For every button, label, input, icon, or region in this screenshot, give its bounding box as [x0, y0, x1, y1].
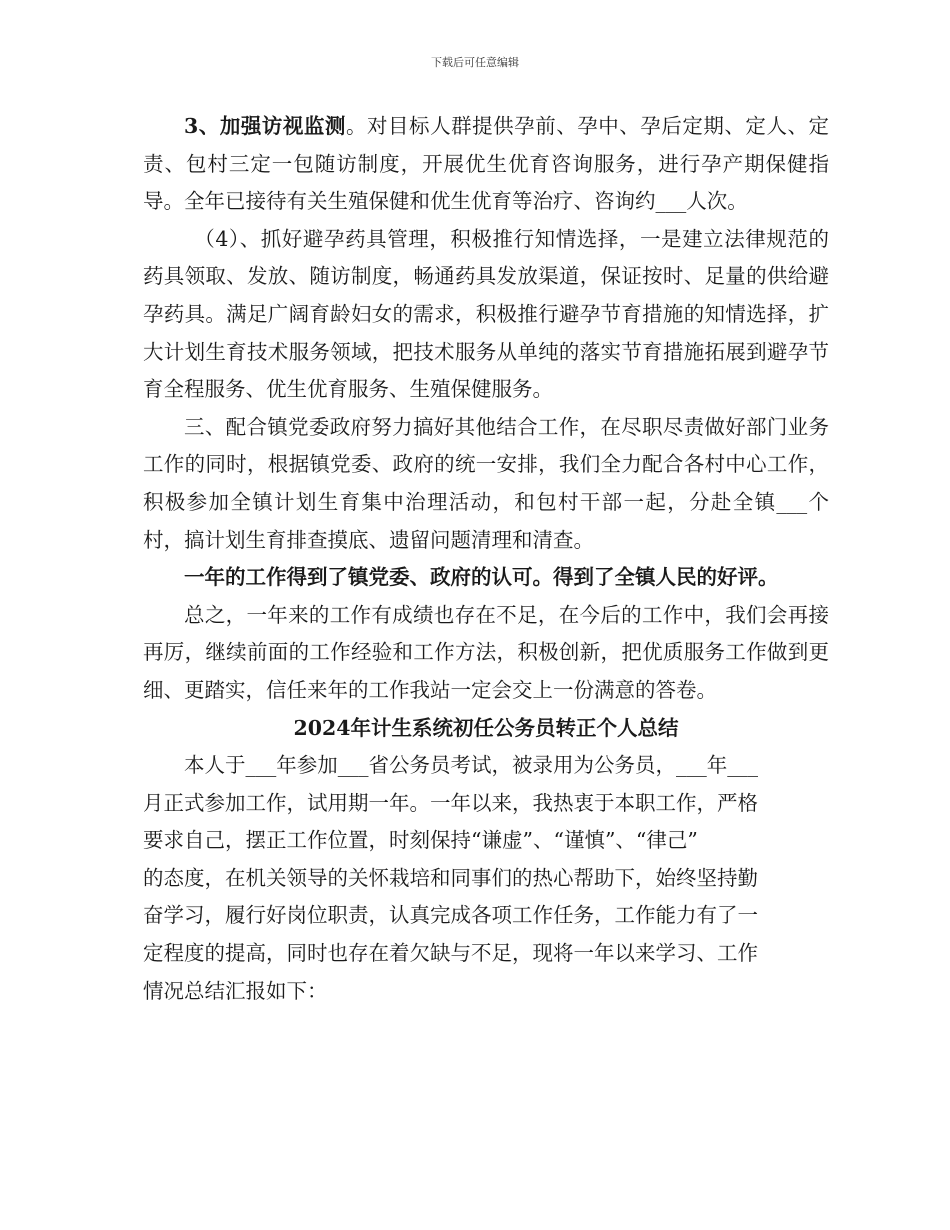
summary-line: 的态度，在机关领导的关怀栽培和同事们的热心帮助下，始终坚持勤 — [143, 865, 758, 890]
summary-section — [143, 747, 793, 1010]
summary-line: 本人于___年参加___省公务员考试，被录用为公务员，___年___ — [184, 753, 758, 778]
document-body — [143, 108, 829, 1010]
paragraph-recognition: 一年的工作得到了镇党委、政府的认可。得到了全镇人民的好评。 — [184, 565, 779, 590]
summary-line: 定程度的提高，同时也存在着欠缺与不足，现将一年以来学习、工作 — [143, 941, 758, 966]
paragraph-visit-monitoring — [143, 108, 829, 221]
paragraph-conclusion: 总之，一年来的工作有成绩也存在不足，在今后的工作中，我们会再接再厉，继续前面的工作经验和工作方法，积极创新，把优质服务工作做到更细、更踏实，信任来年的工作我站一定会交上一份满意的答卷。 — [143, 602, 829, 702]
paragraph-heading: 3、加强访视监测 — [184, 114, 346, 138]
paragraph-contraceptive-management: （4）、抓好避孕药具管理，积极推行知情选择，一是建立法律规范的药具领取、发放、随访制度，畅通药具发放渠道，保证按时、足量的供给避孕药具。满足广阔育龄妇女的需求，积极推行避孕节育措施的知情选择，扩大计划生育技术服务领域，把技术服务从单纯的落实节育措施拓展到避孕节育全程服务、优生优育服务、生殖保健服务。 — [143, 226, 829, 402]
section-title: 2024年计生系统初任公务员转正个人总结 — [293, 715, 679, 740]
paragraph-cooperation: 三、配合镇党委政府努力搞好其他结合工作，在尽职尽责做好部门业务工作的同时，根据镇党委、政府的统一安排，我们全力配合各村中心工作，积极参加全镇计划生育集中治理活动，和包村干部一起，分赴全镇___个村，搞计划生育排查摸底、遗留问题清理和清查。 — [143, 414, 829, 552]
summary-line: 要求自己，摆正工作位置，时刻保持“谦虚”、“谨慎”、“律己” — [143, 828, 698, 853]
paragraph-text: 。对目标人群提供孕前、孕中、孕后定期、定人、定责、包村三定一包随访制度，开展优生优育咨询服务，进行孕产期保健指导。全年已接待有关生殖保健和优生优育等治疗、咨询约___人次。 — [143, 114, 830, 214]
summary-line: 奋学习，履行好岗位职责，认真完成各项工作任务，工作能力有了一 — [143, 903, 758, 928]
summary-line: 月正式参加工作，试用期一年。一年以来，我热衷于本职工作，严格 — [143, 790, 758, 815]
summary-line: 情况总结汇报如下： — [143, 978, 328, 1003]
page-header: 下载后可任意编辑 — [431, 56, 519, 69]
